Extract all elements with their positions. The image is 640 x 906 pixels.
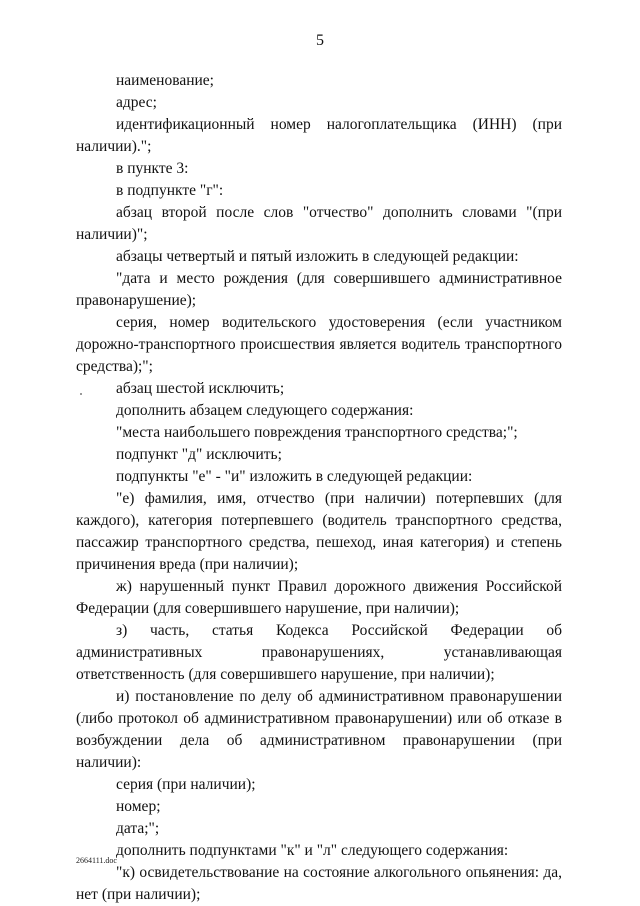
paragraph: дополнить абзацем следующего содержания: — [116, 402, 414, 419]
paragraph: подпункты "е" - "и" изложить в следующей редакции: — [116, 468, 473, 485]
paragraph: ж) нарушенный пункт Правил дорожного движения Российской Федерации (для совершившего нарушение, при наличии); — [76, 578, 562, 617]
page-number: 5 — [316, 32, 324, 49]
paragraph: идентификационный номер налогоплательщика (ИНН) (при наличии)."; — [76, 116, 562, 155]
scan-mark — [80, 393, 82, 395]
paragraph: в пункте 3: — [116, 160, 189, 177]
paragraph: абзац шестой исключить; — [116, 380, 285, 397]
paragraph: серия, номер водительского удостоверения (если участником дорожно-транспортного происшествия является водитель транспортного средства);"; — [76, 314, 562, 375]
paragraph: абзац второй после слов "отчество" дополнить словами "(при наличии)"; — [76, 204, 562, 243]
paragraph: и) постановление по делу об административном правонарушении (либо протокол об административном правонарушении) или об отказе в возбуждении дела об административном правонарушении (при наличии): — [76, 688, 562, 771]
paragraph: "е) фамилия, имя, отчество (при наличии) потерпевших (для каждого), категория потерпевшего (водитель транспортного средства, пассажир транспортного средства, пешеход, иная категория) и степень причинения вреда (при наличии); — [76, 490, 562, 573]
paragraph: наименование; — [116, 72, 214, 89]
document-body — [76, 70, 562, 906]
paragraph: дата;"; — [116, 820, 160, 837]
paragraph: дополнить подпунктами "к" и "л" следующего содержания: — [116, 842, 509, 859]
document-filename: 2664111.doc — [76, 856, 117, 865]
paragraph: "дата и место рождения (для совершившего административное правонарушение); — [76, 270, 562, 309]
paragraph: адрес; — [116, 94, 157, 111]
paragraph: подпункт "д" исключить; — [116, 446, 282, 463]
paragraph: абзацы четвертый и пятый изложить в следующей редакции: — [116, 248, 519, 265]
paragraph: "места наибольшего повреждения транспортного средства;"; — [116, 424, 518, 441]
paragraph: з) часть, статья Кодекса Российской Федерации об административных правонарушениях, устанавливающая ответственность (для совершившего нарушение, при наличии); — [76, 622, 562, 683]
paragraph: номер; — [116, 798, 161, 815]
paragraph: "к) освидетельствование на состояние алкогольного опьянения: да, нет (при наличии); — [76, 864, 562, 903]
paragraph: серия (при наличии); — [116, 776, 256, 793]
paragraph: в подпункте "г": — [116, 182, 224, 199]
